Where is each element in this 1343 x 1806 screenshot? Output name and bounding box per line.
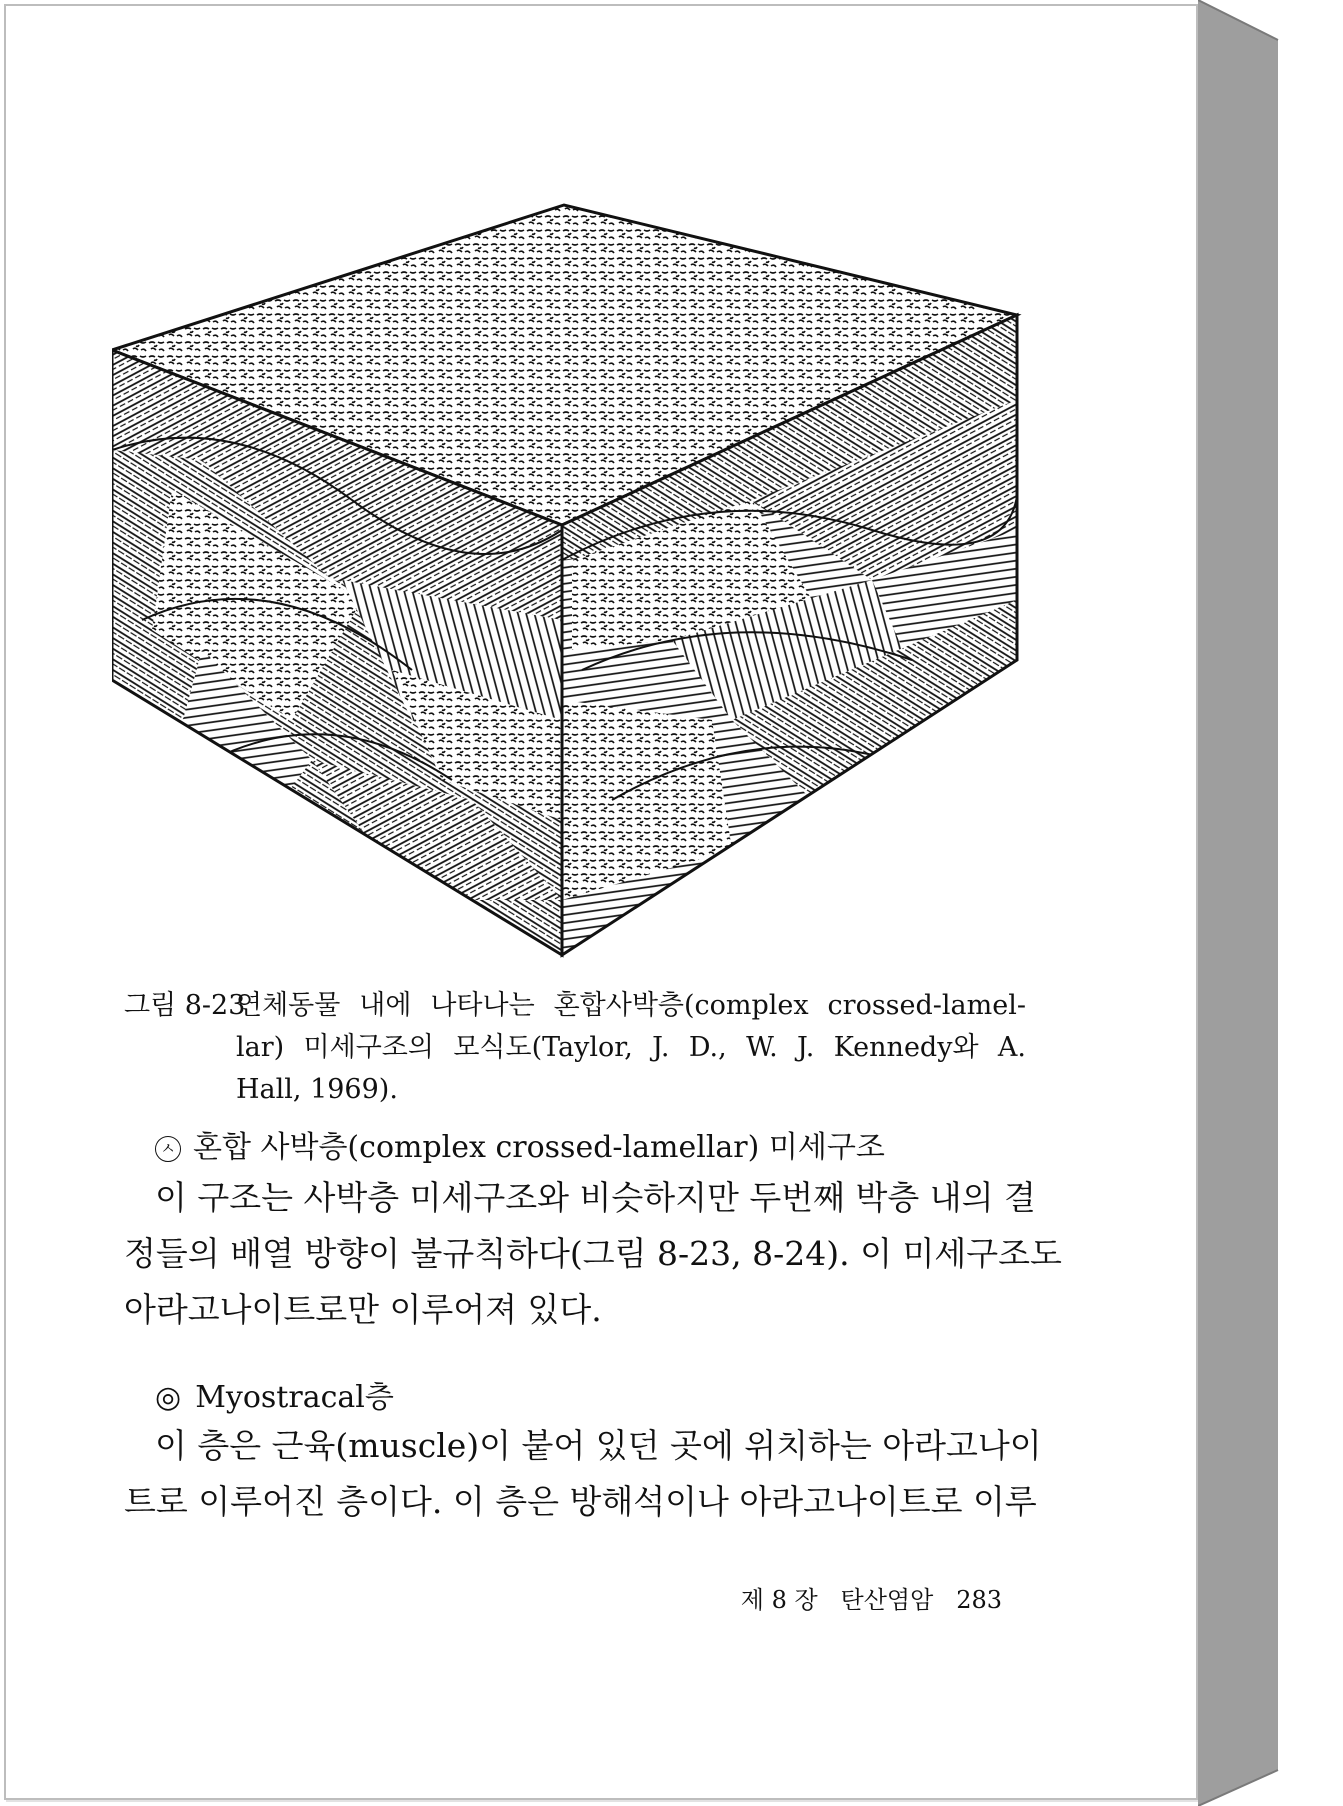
section-heading-myostracal <box>155 1378 394 1418</box>
caption-line-3: Hall, 1969). <box>236 1074 398 1105</box>
chapter-label: 제 8 장 <box>740 1586 818 1614</box>
page-number: 283 <box>956 1586 1002 1614</box>
body-line-a2: 정들의 배열 방향이 불규칙하다(그림 8-23, 8-24). 이 미세구조도 <box>124 1234 1062 1273</box>
page-footer <box>730 1580 1002 1615</box>
chapter-title: 탄산염암 <box>840 1586 934 1614</box>
book-edge <box>1198 0 1343 1806</box>
caption-line-2: lar) 미세구조의 모식도(Taylor, J. D., W. J. Kennedy와 A. <box>236 1032 1026 1063</box>
section-heading-text: 혼합 사박층(complex crossed-lamellar) 미세구조 <box>193 1130 885 1165</box>
body-line-b2: 트로 이루어진 층이다. 이 층은 방해석이나 아라고나이트로 이루 <box>124 1482 1037 1521</box>
section-marker: ㅅ <box>155 1136 181 1162</box>
section-heading-text: Myostracal층 <box>195 1380 394 1415</box>
section-marker: ◎ <box>155 1380 182 1415</box>
body-line-a3: 아라고나이트로만 이루어져 있다. <box>124 1290 602 1329</box>
body-line-b1: 이 층은 근육(muscle)이 붙어 있던 곳에 위치하는 아라고나이 <box>155 1426 1042 1465</box>
body-line-a1: 이 구조는 사박층 미세구조와 비슷하지만 두번째 박층 내의 결 <box>155 1178 1036 1217</box>
microstructure-block-diagram <box>112 200 1022 960</box>
figure-label: 그림 8-23 <box>124 990 246 1021</box>
section-heading-complex-crossed-lamellar <box>155 1128 885 1168</box>
caption-line-1: 연체동물 내에 나타나는 혼합사박층(complex crossed-lamel- <box>236 990 1026 1021</box>
